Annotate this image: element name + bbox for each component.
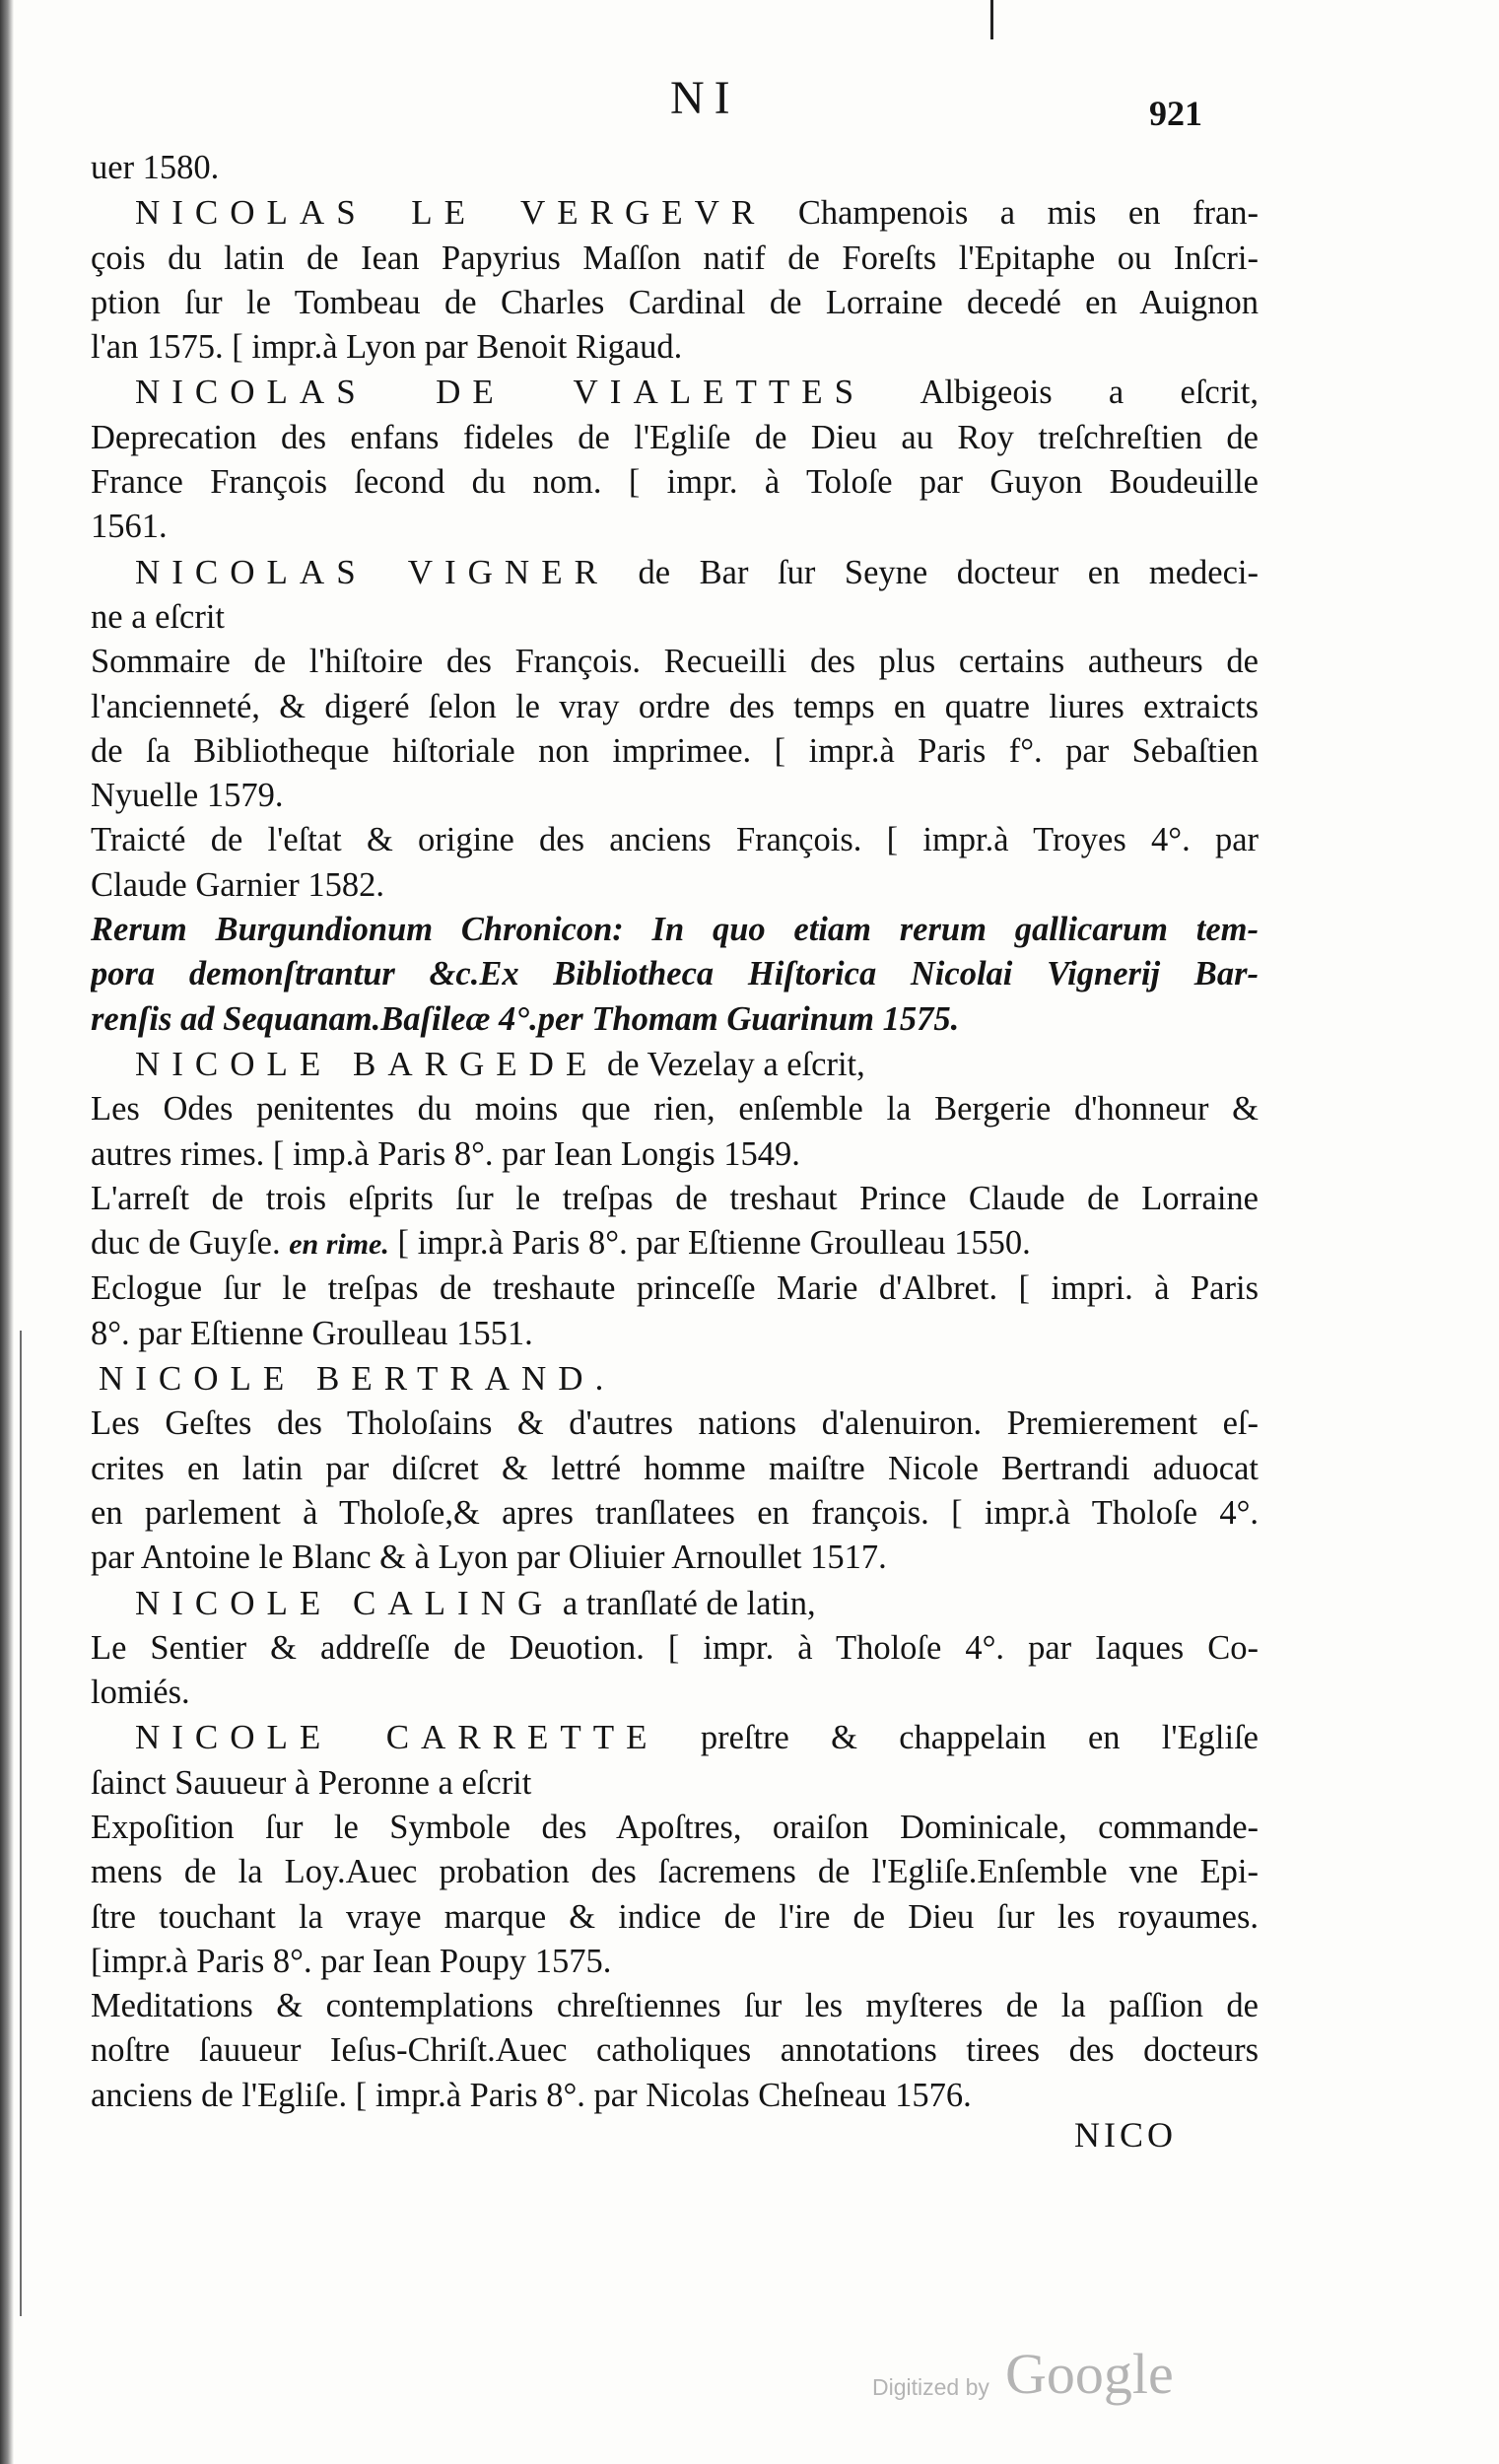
text-line: Expoſition ſur le Symbole des Apoſtres, oraiſon Dominicale, commande- — [91, 1808, 1259, 1846]
text-line: ſainct Sauueur à Peronne a eſcrit — [91, 1763, 532, 1802]
entry-heading — [91, 1581, 1259, 1626]
text-segment: duc de Guyſe. — [91, 1224, 281, 1263]
page-body — [91, 146, 1259, 2118]
text-segment: [ impr.à Paris 8°. par Eſtienne Groulleau 1550. — [397, 1224, 1031, 1263]
text-line: ſtre touchant la vraye marque & indice de l'ire de Dieu ſur les royaumes. — [91, 1897, 1259, 1936]
entry-heading — [91, 1042, 1259, 1087]
entry-heading — [91, 370, 1259, 415]
entry-heading — [91, 1715, 1259, 1760]
text-line: a tranſlaté de latin, — [562, 1584, 816, 1622]
google-logo: Google — [1005, 2342, 1174, 2406]
text-line: preſtre & chappelain en l'Egliſe — [700, 1719, 1259, 1757]
author-name: NICOLE BERTRAND. — [99, 1359, 616, 1399]
text-line: en parlement à Tholoſe,& apres tranſlatees en françois. [ impr.à Tholoſe 4°. — [91, 1493, 1259, 1532]
text-line: autres rimes. [ imp.à Paris 8°. par Iean Longis 1549. — [91, 1134, 800, 1173]
text-line: Deprecation des enfans fideles de l'Egliſe de Dieu au Roy treſchreſtien de — [91, 418, 1259, 456]
italic-note: en rime. — [289, 1228, 389, 1262]
text-line: çois du latin de Iean Papyrius Maſſon natif de Foreſts l'Epitaphe ou Inſcri- — [91, 239, 1259, 277]
digitized-watermark — [872, 2341, 1197, 2420]
latin-title-line: renſis ad Sequanam.Baſileæ 4°.per Thomam Guarinum 1575. — [91, 999, 960, 1038]
entry-heading — [91, 1356, 1259, 1402]
text-line: Albigeois a eſcrit, — [920, 374, 1259, 412]
text-line: l'ancienneté, & digeré ſelon le vray ordre des temps en quatre liures extraicts — [91, 687, 1259, 725]
text-line: par Antoine le Blanc & à Lyon par Oliuier Arnoullet 1517. — [91, 1539, 887, 1577]
text-line: [impr.à Paris 8°. par Iean Poupy 1575. — [91, 1942, 612, 1980]
text-line: Claude Garnier 1582. — [91, 865, 384, 904]
text-line: Champenois a mis en fran- — [797, 194, 1259, 233]
text-line: Meditations & contemplations chreſtiennes ſur les myſteres de la paſſion de — [91, 1987, 1259, 2025]
text-line: lomiés. — [91, 1674, 190, 1712]
text-line: France François ſecond du nom. [ impr. à Toloſe par Guyon Boudeuille — [91, 463, 1259, 502]
text-line: ption ſur le Tombeau de Charles Cardinal de Lorraine decedé en Auignon — [91, 283, 1259, 321]
text-line: Eclogue ſur le treſpas de treshaute princeſſe Marie d'Albret. [ impri. à Paris — [91, 1269, 1259, 1308]
text-line: L'arreſt de trois eſprits ſur le treſpas de treshaut Prince Claude de Lorraine — [91, 1179, 1259, 1217]
page-number: 921 — [1149, 94, 1202, 133]
binding-line — [20, 1331, 22, 2316]
text-line: anciens de l'Egliſe. [ impr.à Paris 8°. par Nicolas Cheſneau 1576. — [91, 2076, 972, 2114]
text-line: de Bar ſur Seyne docteur en medeci- — [638, 553, 1259, 591]
text-line: Sommaire de l'hiſtoire des François. Recueilli des plus certains autheurs de — [91, 643, 1259, 681]
latin-title-line: Rerum Burgundionum Chronicon: In quo etiam rerum gallicarum tem- — [91, 911, 1259, 949]
author-name: NICOLE CARRETTE — [135, 1718, 659, 1757]
text-line: uer 1580. — [91, 149, 220, 186]
text-line: Le Sentier & addreſſe de Deuotion. [ impr. à Tholoſe 4°. par Iaques Co- — [91, 1628, 1259, 1667]
text-line: 8°. par Eſtienne Groulleau 1551. — [91, 1314, 533, 1352]
entry-heading — [91, 550, 1259, 595]
running-head: NI — [670, 72, 740, 124]
text-line: Les Odes penitentes du moins que rien, enſemble la Bergerie d'honneur & — [91, 1090, 1259, 1129]
author-name: NICOLE CALING — [135, 1583, 555, 1622]
text-line: crites en latin par diſcret & lettré homme maiſtre Nicole Bertrandi aduocat — [91, 1449, 1259, 1487]
text-line: Les Geſtes des Tholoſains & d'autres nations d'alenuiron. Premierement eſ- — [91, 1404, 1259, 1443]
text-line: noſtre ſauueur Ieſus-Chriſt.Auec catholiques annotations tirees des docteurs — [91, 2031, 1259, 2070]
text-line — [91, 1221, 1259, 1266]
text-line: 1561. — [91, 508, 168, 546]
author-name: NICOLAS DE VIALETTES — [135, 373, 866, 412]
author-name: NICOLAS LE VERGEVR — [135, 193, 767, 233]
author-name: NICOLAS VIGNER — [135, 552, 609, 591]
text-line: ne a eſcrit — [91, 597, 225, 636]
entry-heading — [91, 190, 1259, 236]
print-mark — [990, 0, 993, 39]
text-line: mens de la Loy.Auec probation des ſacremens de l'Egliſe.Enſemble vne Epi- — [91, 1853, 1259, 1891]
latin-title-line: pora demonſtrantur &c.Ex Bibliotheca Hiſtorica Nicolai Vigneriј Bar- — [91, 955, 1259, 993]
text-line: Nyuelle 1579. — [91, 777, 284, 815]
text-line: de Vezelay a eſcrit, — [606, 1045, 865, 1083]
text-line: l'an 1575. [ impr.à Lyon par Benoit Rigaud. — [91, 328, 683, 367]
watermark-prefix: Digitized by — [872, 2374, 989, 2400]
author-name: NICOLE BARGEDE — [135, 1044, 599, 1083]
binding-shadow — [0, 0, 14, 2464]
catchword: NICO — [1074, 2115, 1177, 2155]
text-line: de ſa Bibliotheque hiſtoriale non imprimee. [ impr.à Paris f°. par Sebaſtien — [91, 731, 1259, 770]
text-line: Traicté de l'eſtat & origine des anciens François. [ impr.à Troyes 4°. par — [91, 821, 1259, 859]
